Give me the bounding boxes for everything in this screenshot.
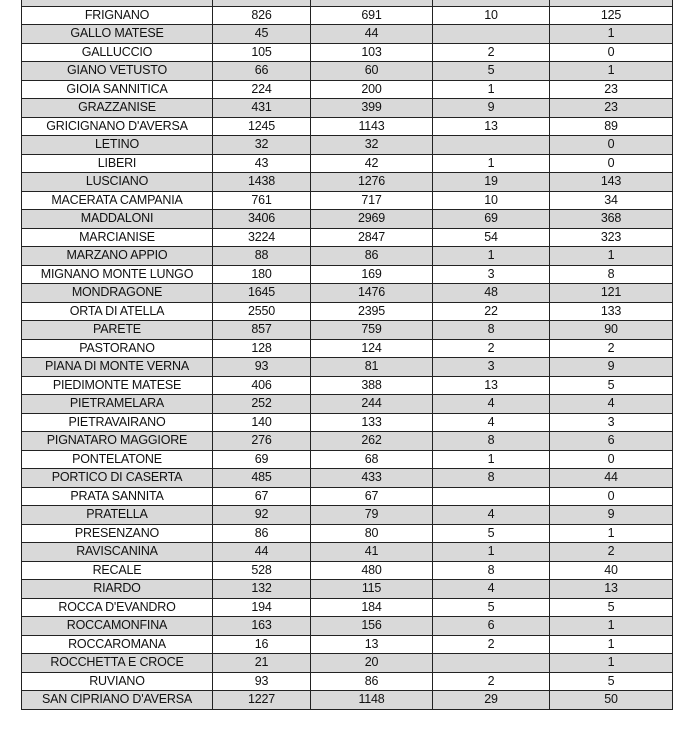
cell-value-4: 1 [550,524,673,543]
cell-value-4: 13 [550,580,673,599]
municipality-table [21,0,673,710]
cell-value-3: 2 [433,43,550,62]
table-row [22,321,673,340]
cell-value-2: 32 [311,136,433,155]
cell-value-3: 8 [433,432,550,451]
cell-comune: RAVISCANINA [22,543,213,562]
cell-value-1: 1438 [213,173,311,192]
cell-value-3 [433,25,550,44]
table-row [22,6,673,25]
cell-value-4: 40 [550,561,673,580]
cell-comune: PRESENZANO [22,524,213,543]
table-row [22,487,673,506]
table-row [22,691,673,710]
cell-value-3: 4 [433,580,550,599]
cell-value-4: 133 [550,302,673,321]
cell-value-4: 5 [550,376,673,395]
cell-comune: PORTICO DI CASERTA [22,469,213,488]
cell-value-1: 66 [213,62,311,81]
cell-value-2: 433 [311,469,433,488]
cell-value-2: 81 [311,358,433,377]
cell-value-2: 79 [311,506,433,525]
cell-value-2: 124 [311,339,433,358]
cell-value-1: 21 [213,654,311,673]
cell-value-2: 1143 [311,117,433,136]
cell-value-3: 5 [433,62,550,81]
cell-value-1: 45 [213,25,311,44]
cell-value-3: 22 [433,302,550,321]
cell-value-4: 125 [550,6,673,25]
cell-value-3: 2 [433,635,550,654]
cell-value-4: 9 [550,358,673,377]
cell-comune: GALLUCCIO [22,43,213,62]
cell-value-1: 86 [213,524,311,543]
cell-value-4: 2 [550,339,673,358]
table-row [22,413,673,432]
cell-value-4: 44 [550,469,673,488]
cell-value-3: 8 [433,561,550,580]
cell-value-2: 2395 [311,302,433,321]
cell-value-3: 13 [433,117,550,136]
cell-value-2: 86 [311,672,433,691]
cell-value-2: 86 [311,247,433,266]
cell-value-4: 1 [550,25,673,44]
cell-value-1: 16 [213,635,311,654]
cell-value-2: 2969 [311,210,433,229]
cell-value-1: 528 [213,561,311,580]
cell-value-3: 2 [433,339,550,358]
cell-value-2: 44 [311,25,433,44]
cell-comune: RIARDO [22,580,213,599]
cell-comune: ORTA DI ATELLA [22,302,213,321]
table-row [22,561,673,580]
cell-value-4: 143 [550,173,673,192]
cell-value-3: 3 [433,358,550,377]
cell-value-4: 5 [550,672,673,691]
cell-value-1: 252 [213,395,311,414]
cell-comune: PIETRAMELARA [22,395,213,414]
cell-value-4: 0 [550,136,673,155]
cell-value-3: 10 [433,191,550,210]
cell-value-1: 826 [213,6,311,25]
cell-value-4: 121 [550,284,673,303]
cell-value-3: 3 [433,265,550,284]
cell-value-1: 2550 [213,302,311,321]
cell-value-3: 29 [433,691,550,710]
table-row [22,469,673,488]
cell-value-2: 13 [311,635,433,654]
cell-value-1: 857 [213,321,311,340]
cell-comune: RECALE [22,561,213,580]
cell-comune: LUSCIANO [22,173,213,192]
cell-value-1: 276 [213,432,311,451]
cell-value-2: 200 [311,80,433,99]
cell-comune: PARETE [22,321,213,340]
cell-comune: GRAZZANISE [22,99,213,118]
cell-value-3: 2 [433,672,550,691]
cell-value-1: 485 [213,469,311,488]
table-row [22,543,673,562]
table-row [22,117,673,136]
table-row [22,450,673,469]
cell-value-2: 20 [311,654,433,673]
table-row [22,635,673,654]
cell-value-2: 133 [311,413,433,432]
cell-value-2: 399 [311,99,433,118]
cell-value-2: 262 [311,432,433,451]
cell-comune: PIGNATARO MAGGIORE [22,432,213,451]
cell-value-4: 8 [550,265,673,284]
table-row [22,672,673,691]
cell-value-3: 1 [433,543,550,562]
table-row [22,210,673,229]
cell-value-2: 67 [311,487,433,506]
cell-value-2: 184 [311,598,433,617]
cell-value-3 [433,487,550,506]
cell-value-2: 480 [311,561,433,580]
cell-value-4: 34 [550,191,673,210]
cell-value-3: 4 [433,506,550,525]
cell-value-4: 0 [550,43,673,62]
table-row [22,154,673,173]
cell-value-2: 68 [311,450,433,469]
cell-value-1: 93 [213,672,311,691]
table-row [22,43,673,62]
cell-value-1: 761 [213,191,311,210]
cell-comune: ROCCHETTA E CROCE [22,654,213,673]
cell-comune: PONTELATONE [22,450,213,469]
cell-value-1: 69 [213,450,311,469]
cell-comune: ROCCAROMANA [22,635,213,654]
cell-value-3: 1 [433,450,550,469]
cell-value-1: 88 [213,247,311,266]
cell-value-2: 717 [311,191,433,210]
cell-value-2: 169 [311,265,433,284]
cell-value-3: 1 [433,80,550,99]
cell-value-1: 140 [213,413,311,432]
table-row [22,80,673,99]
table-row [22,265,673,284]
cell-value-2: 1476 [311,284,433,303]
table-row [22,432,673,451]
cell-comune: MARZANO APPIO [22,247,213,266]
table-row [22,598,673,617]
cell-value-1: 1227 [213,691,311,710]
cell-value-2: 41 [311,543,433,562]
cell-value-4: 4 [550,395,673,414]
cell-value-3: 1 [433,154,550,173]
cell-value-2: 80 [311,524,433,543]
cell-value-1: 105 [213,43,311,62]
cell-value-3 [433,136,550,155]
cell-value-3: 19 [433,173,550,192]
cell-comune: PIETRAVAIRANO [22,413,213,432]
cell-value-2: 691 [311,6,433,25]
cell-comune: GRICIGNANO D'AVERSA [22,117,213,136]
cell-value-4: 0 [550,487,673,506]
table-row [22,191,673,210]
cell-value-4: 23 [550,99,673,118]
cell-comune: SAN CIPRIANO D'AVERSA [22,691,213,710]
cell-value-3 [433,654,550,673]
cell-value-3: 9 [433,99,550,118]
cell-value-2: 759 [311,321,433,340]
cell-value-3: 5 [433,524,550,543]
table-row [22,228,673,247]
cell-value-2: 42 [311,154,433,173]
cell-value-3: 8 [433,321,550,340]
cell-value-1: 43 [213,154,311,173]
cell-value-1: 44 [213,543,311,562]
cell-comune: FRIGNANO [22,6,213,25]
cell-value-3: 4 [433,395,550,414]
table-row [22,99,673,118]
cell-value-2: 2847 [311,228,433,247]
cell-value-4: 1 [550,654,673,673]
cell-value-4: 9 [550,506,673,525]
cell-value-3: 48 [433,284,550,303]
cell-value-2: 244 [311,395,433,414]
cell-comune: LIBERI [22,154,213,173]
cell-value-3: 13 [433,376,550,395]
cell-value-1: 3406 [213,210,311,229]
cell-value-1: 431 [213,99,311,118]
table-body [22,0,673,709]
cell-comune: PIEDIMONTE MATESE [22,376,213,395]
cell-value-2: 156 [311,617,433,636]
cell-value-3: 4 [433,413,550,432]
cell-value-2: 1148 [311,691,433,710]
cell-value-1: 32 [213,136,311,155]
cell-comune: GALLO MATESE [22,25,213,44]
cell-value-4: 0 [550,154,673,173]
cell-value-1: 224 [213,80,311,99]
cell-value-4: 323 [550,228,673,247]
cell-value-4: 23 [550,80,673,99]
cell-value-1: 194 [213,598,311,617]
table-row [22,395,673,414]
cell-comune: LETINO [22,136,213,155]
cell-comune: RUVIANO [22,672,213,691]
cell-value-4: 1 [550,635,673,654]
cell-comune: MADDALONI [22,210,213,229]
table-row [22,339,673,358]
table-row [22,580,673,599]
cell-value-3: 1 [433,247,550,266]
cell-value-2: 115 [311,580,433,599]
cell-value-2: 103 [311,43,433,62]
cell-value-4: 0 [550,450,673,469]
cell-value-1: 406 [213,376,311,395]
cell-value-3: 8 [433,469,550,488]
cell-value-1: 1645 [213,284,311,303]
cell-comune: PIANA DI MONTE VERNA [22,358,213,377]
table-row [22,376,673,395]
table-row [22,25,673,44]
cell-value-4: 1 [550,62,673,81]
table-row [22,136,673,155]
cell-value-3: 54 [433,228,550,247]
cell-comune: PRATA SANNITA [22,487,213,506]
data-table-container [21,0,673,710]
table-row [22,506,673,525]
table-row [22,358,673,377]
cell-value-4: 89 [550,117,673,136]
cell-value-4: 90 [550,321,673,340]
cell-value-4: 1 [550,247,673,266]
table-row [22,302,673,321]
table-row [22,247,673,266]
cell-value-1: 3224 [213,228,311,247]
table-row [22,524,673,543]
cell-value-1: 67 [213,487,311,506]
cell-comune: ROCCA D'EVANDRO [22,598,213,617]
cell-value-3: 10 [433,6,550,25]
cell-value-4: 368 [550,210,673,229]
cell-value-4: 6 [550,432,673,451]
cell-value-4: 2 [550,543,673,562]
cell-comune: PRATELLA [22,506,213,525]
cell-value-3: 6 [433,617,550,636]
cell-comune: PASTORANO [22,339,213,358]
cell-value-1: 1245 [213,117,311,136]
cell-value-4: 50 [550,691,673,710]
cell-comune: GIOIA SANNITICA [22,80,213,99]
cell-comune: MARCIANISE [22,228,213,247]
table-row [22,654,673,673]
cell-value-2: 388 [311,376,433,395]
cell-comune: MIGNANO MONTE LUNGO [22,265,213,284]
cell-value-1: 163 [213,617,311,636]
cell-value-1: 180 [213,265,311,284]
cell-value-4: 1 [550,617,673,636]
table-row [22,617,673,636]
cell-comune: GIANO VETUSTO [22,62,213,81]
cell-value-3: 5 [433,598,550,617]
cell-comune: MONDRAGONE [22,284,213,303]
table-row [22,284,673,303]
cell-value-1: 92 [213,506,311,525]
cell-value-1: 93 [213,358,311,377]
cell-comune: ROCCAMONFINA [22,617,213,636]
cell-value-4: 5 [550,598,673,617]
cell-value-2: 1276 [311,173,433,192]
cell-comune: MACERATA CAMPANIA [22,191,213,210]
cell-value-1: 128 [213,339,311,358]
table-row [22,173,673,192]
cell-value-1: 132 [213,580,311,599]
table-row [22,62,673,81]
cell-value-3: 69 [433,210,550,229]
cell-value-4: 3 [550,413,673,432]
cell-value-2: 60 [311,62,433,81]
